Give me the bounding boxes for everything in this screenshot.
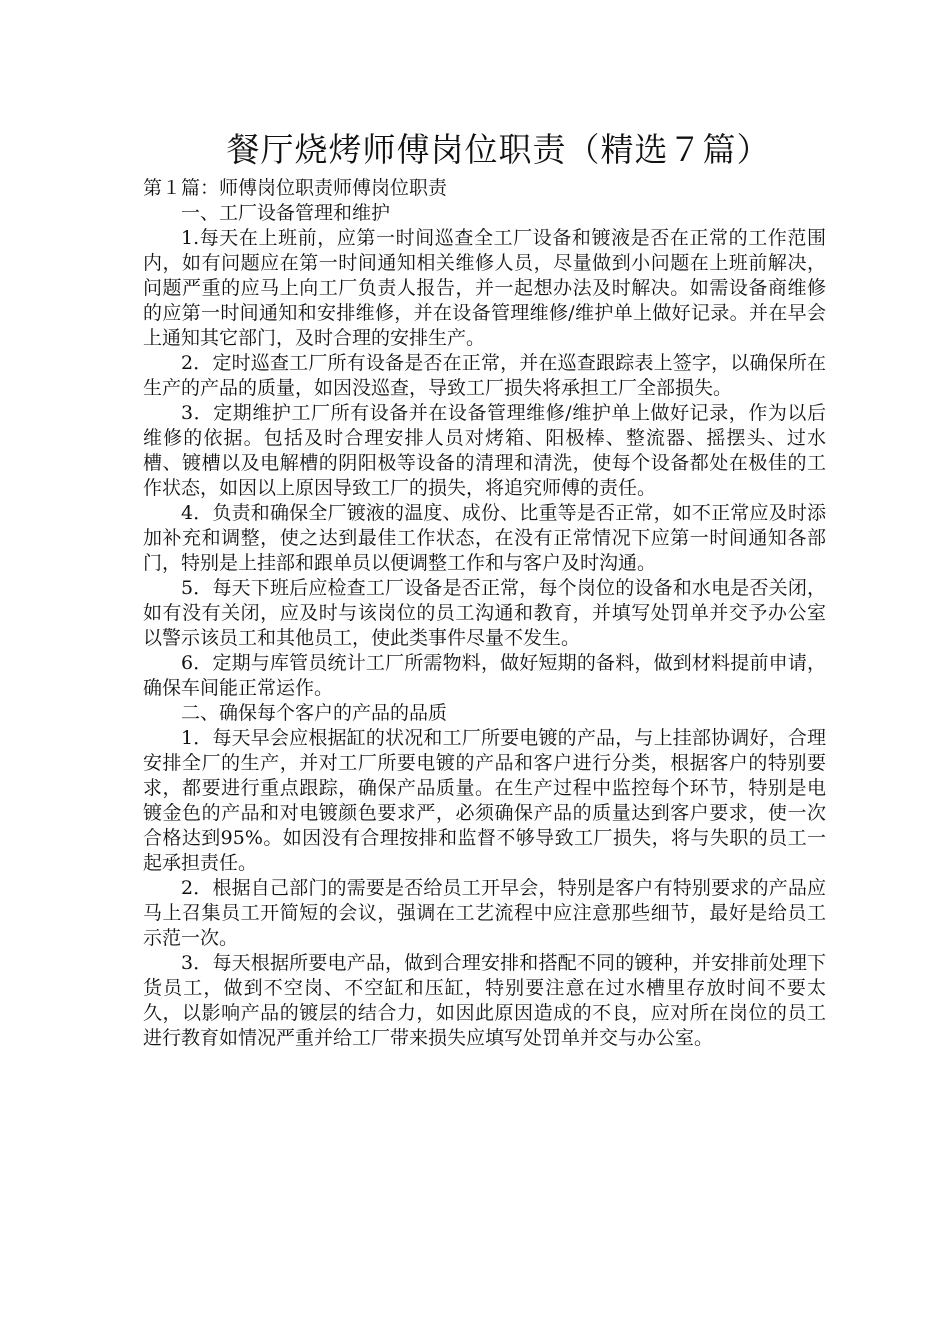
document-title: 餐厅烧烤师傅岗位职责（精选７篇） — [226, 130, 771, 169]
section-heading-equipment: 一、工厂设备管理和维护 — [181, 202, 391, 224]
paragraph: 5．每天下班后应检查工厂设备是否正常，每个岗位的设备和水电是否关闭，如有没有关闭，应及时与该岗位的员工沟通和教育，并填写处罚单并交予办公室以警示该员工和其他员工，使此类事件尽量不发生。 — [143, 577, 826, 649]
paragraph: 4．负责和确保全厂镀液的温度、成份、比重等是否正常，如不正常应及时添加补充和调整，使之达到最佳工作状态，在没有正常情况下应第一时间通知各部门，特别是上挂部和跟单员以便调整工作和与客户及时沟通。 — [143, 502, 826, 574]
paragraph: 3．定期维护工厂所有设备并在设备管理维修/维护单上做好记录，作为以后维修的依据。包括及时合理安排人员对烤箱、阳极棒、整流器、摇摆头、过水槽、镀槽以及电解槽的阴阳极等设备的清理和清洗，使每个设备都处在极佳的工作状态，如因以上原因导致工厂的损失，将追究师傅的责任。 — [143, 402, 826, 499]
paragraph: 2．定时巡查工厂所有设备是否在正常，并在巡查跟踪表上签字，以确保所在生产的产品的质量，如因没巡查，导致工厂损失将承担工厂全部损失。 — [143, 352, 826, 399]
paragraph: 1.每天在上班前，应第一时间巡查全工厂设备和镀液是否在正常的工作范围内，如有问题应在第一时间通知相关维修人员，尽量做到小问题在上班前解决，问题严重的应马上向工厂负责人报告，并一起想办法及时解决。如需设备商维修的应第一时间通知和安排维修，并在设备管理维修/维护单上做好记录。并在早会上通知其它部门，及时合理的安排生产。 — [143, 227, 826, 349]
paragraph: 3．每天根据所要电产品，做到合理安排和搭配不同的镀种，并安排前处理下货员工，做到不空岗、不空缸和压缸，特别要注意在过水槽里存放时间不要太久，以影响产品的镀层的结合力，如因此原因造成的不良，应对所在岗位的员工进行教育如情况严重并给工厂带来损失应填写处罚单并交与办公室。 — [143, 952, 826, 1049]
paragraph: 2．根据自己部门的需要是否给员工开早会，特别是客户有特别要求的产品应马上召集员工开简短的会议，强调在工艺流程中应注意那些细节，最好是给员工示范一次。 — [143, 877, 826, 949]
document-page — [143, 128, 826, 1051]
paragraph: 6．定期与库管员统计工厂所需物料，做好短期的备料，做到材料提前申请，确保车间能正常运作。 — [143, 652, 826, 699]
chapter-heading: 第１篇：师傅岗位职责师傅岗位职责 — [143, 177, 448, 199]
paragraph: 1．每天早会应根据缸的状况和工厂所要电镀的产品，与上挂部协调好，合理安排全厂的生产，并对工厂所要电镀的产品和客户进行分类，根据客户的特别要求，都要进行重点跟踪，确保产品质量。在生产过程中监控每个环节，特别是电镀金色的产品和对电镀颜色要求严，必须确保产品的质量达到客户要求，使一次合格达到95%。如因没有合理按排和监督不够导致工厂损失，将与失职的员工一起承担责任。 — [143, 727, 826, 874]
section-heading-quality: 二、确保每个客户的产品的品质 — [181, 702, 448, 724]
